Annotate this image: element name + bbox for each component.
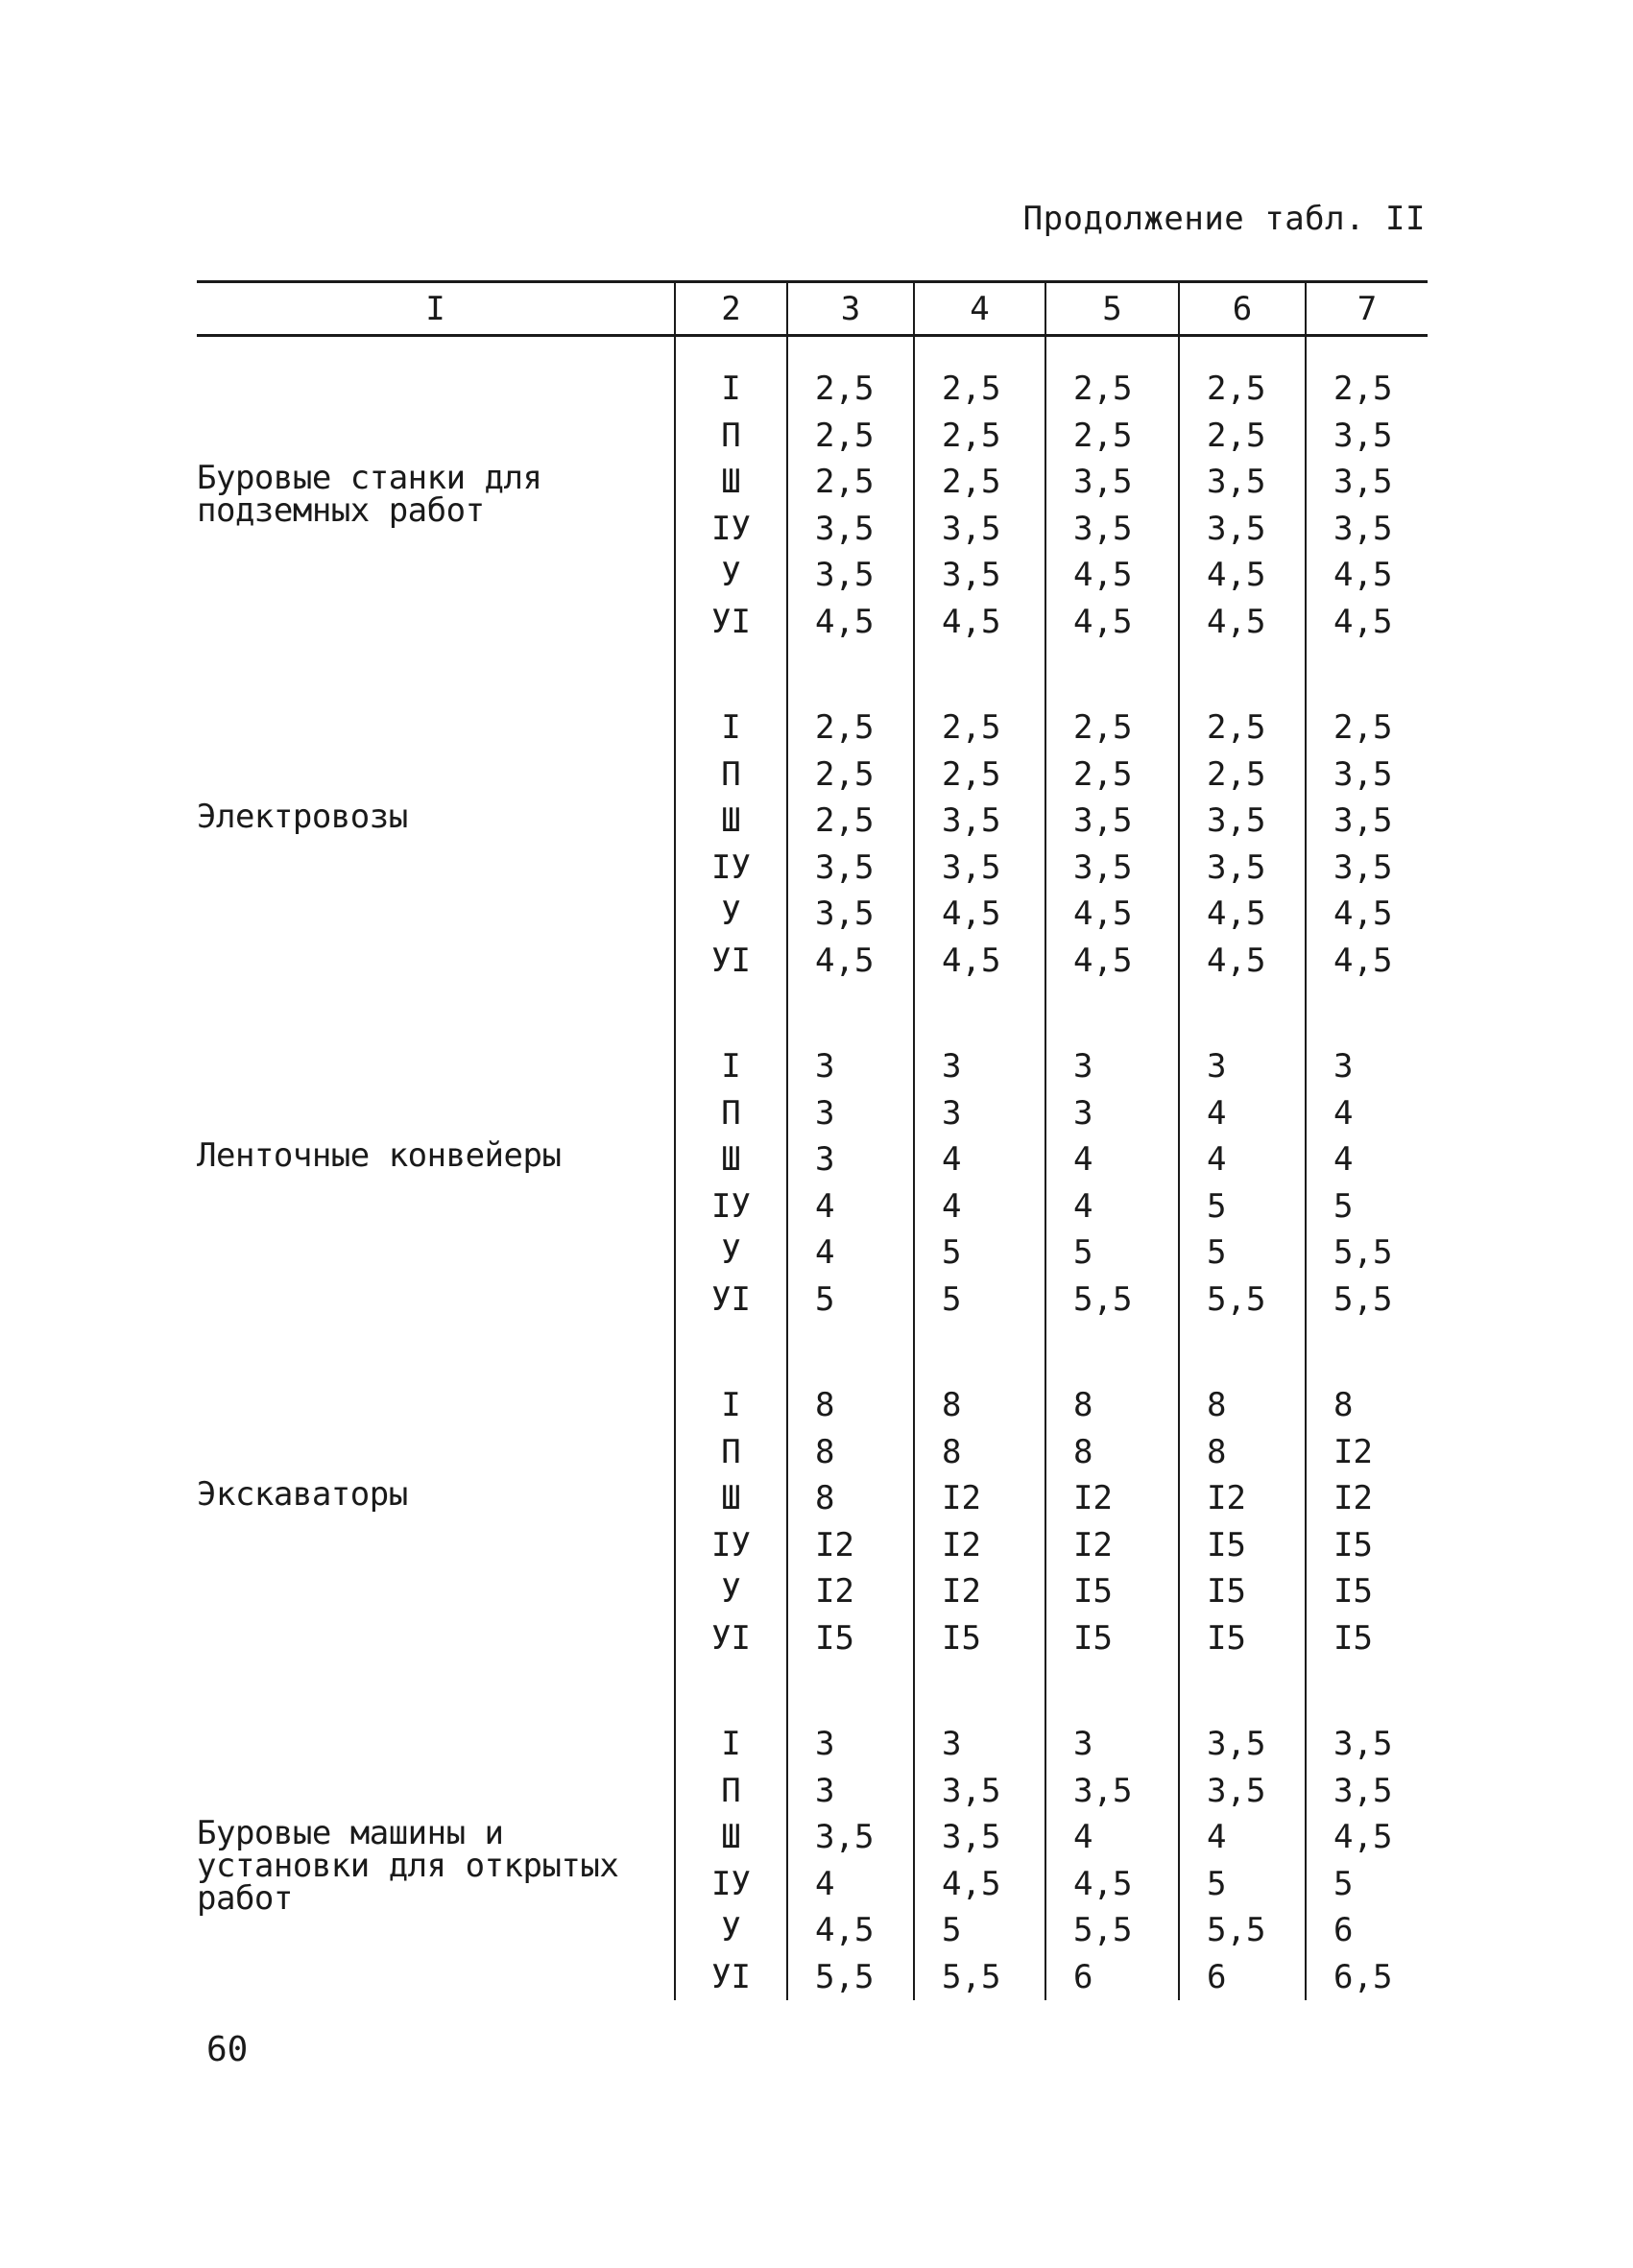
value-cell: 2,5 [1179, 366, 1306, 413]
header-col-3: 3 [787, 282, 914, 336]
value-cell: 3 [914, 1043, 1045, 1090]
table-body [197, 336, 1428, 2001]
spacer-cell [675, 1323, 787, 1382]
value-cell: 3,5 [787, 1814, 914, 1861]
spacer-cell [1045, 984, 1179, 1043]
class-cell: I [675, 366, 787, 413]
spacer-cell [914, 336, 1045, 367]
value-cell: 3,5 [1045, 845, 1179, 892]
value-cell: 2,5 [1179, 704, 1306, 752]
value-cell: 8 [1045, 1382, 1179, 1429]
value-cell: 2,5 [1045, 413, 1179, 460]
value-cell: 4,5 [1179, 599, 1306, 646]
value-cell: 5,5 [914, 1954, 1045, 2001]
spacer-cell [1306, 984, 1428, 1043]
spacer-cell [787, 645, 914, 704]
value-cell: 3 [787, 1721, 914, 1768]
value-cell: I5 [1179, 1522, 1306, 1569]
value-cell: 3 [1045, 1090, 1179, 1137]
spacer-cell [1045, 1323, 1179, 1382]
value-cell: 4 [1306, 1136, 1428, 1183]
value-cell: 3 [1045, 1043, 1179, 1090]
class-cell: IУ [675, 1522, 787, 1569]
value-cell: 3,5 [1306, 506, 1428, 553]
class-cell: П [675, 413, 787, 460]
spacer-cell [675, 645, 787, 704]
table-caption: Продолжение табл. II [1022, 200, 1426, 238]
value-cell: 4,5 [1045, 891, 1179, 938]
class-cell: Ш [675, 1814, 787, 1861]
value-cell: 2,5 [787, 752, 914, 799]
spacer-cell [197, 1661, 675, 1721]
value-cell: 3,5 [1179, 1721, 1306, 1768]
class-cell: УI [675, 1615, 787, 1662]
spacer-cell [1045, 1661, 1179, 1721]
value-cell: 4,5 [1306, 938, 1428, 985]
value-cell: 5,5 [1179, 1277, 1306, 1324]
table-row [197, 704, 1428, 752]
value-cell: 4,5 [787, 938, 914, 985]
category-label: Электровозы [197, 798, 408, 836]
value-cell: I2 [914, 1522, 1045, 1569]
value-cell: 2,5 [787, 413, 914, 460]
value-cell: 4,5 [1306, 599, 1428, 646]
spacer-cell [914, 984, 1045, 1043]
value-cell: 4,5 [1306, 891, 1428, 938]
value-cell: 4,5 [787, 599, 914, 646]
value-cell: I5 [1306, 1568, 1428, 1615]
value-cell: 3,5 [787, 552, 914, 599]
value-cell: 2,5 [1045, 752, 1179, 799]
header-col-4: 4 [914, 282, 1045, 336]
value-cell: I5 [1179, 1568, 1306, 1615]
value-cell: I2 [787, 1568, 914, 1615]
value-cell: 8 [787, 1429, 914, 1476]
spacer-cell [787, 336, 914, 367]
class-cell: П [675, 1429, 787, 1476]
value-cell: 3,5 [1045, 1768, 1179, 1815]
category-cell [197, 1043, 675, 1323]
value-cell: 2,5 [1045, 704, 1179, 752]
value-cell: 4,5 [1179, 552, 1306, 599]
value-cell: 4,5 [1179, 938, 1306, 985]
value-cell: 5 [1306, 1183, 1428, 1230]
value-cell: 3 [1179, 1043, 1306, 1090]
value-cell: 4,5 [914, 938, 1045, 985]
category-label: Экскаваторы [197, 1475, 408, 1514]
spacer-cell [1179, 1661, 1306, 1721]
class-cell: I [675, 1721, 787, 1768]
value-cell: 2,5 [1306, 704, 1428, 752]
value-cell: 3,5 [1179, 1768, 1306, 1815]
value-cell: 4,5 [1179, 891, 1306, 938]
class-cell: У [675, 891, 787, 938]
value-cell: 5,5 [1179, 1907, 1306, 1954]
class-cell: П [675, 752, 787, 799]
class-cell: У [675, 552, 787, 599]
spacer-cell [1306, 336, 1428, 367]
value-cell: 3,5 [1306, 752, 1428, 799]
value-cell: 2,5 [914, 459, 1045, 506]
class-cell: Ш [675, 798, 787, 845]
value-cell: 3,5 [1306, 1721, 1428, 1768]
table-row [197, 1043, 1428, 1090]
class-cell: У [675, 1907, 787, 1954]
value-cell: 3,5 [1306, 798, 1428, 845]
value-cell: 4 [787, 1183, 914, 1230]
value-cell: 8 [1179, 1382, 1306, 1429]
spacer-cell [1306, 645, 1428, 704]
data-table-container [197, 280, 1428, 2000]
value-cell: 4 [914, 1183, 1045, 1230]
value-cell: 4 [1179, 1814, 1306, 1861]
value-cell: 3 [914, 1090, 1045, 1137]
spacer-cell [1179, 984, 1306, 1043]
value-cell: 2,5 [914, 366, 1045, 413]
value-cell: 2,5 [787, 459, 914, 506]
value-cell: 3 [1045, 1721, 1179, 1768]
spacer-cell [675, 336, 787, 367]
value-cell: I5 [787, 1615, 914, 1662]
value-cell: I5 [1306, 1615, 1428, 1662]
value-cell: 2,5 [914, 413, 1045, 460]
category-label: Ленточные конвейеры [197, 1136, 562, 1175]
value-cell: 3,5 [1306, 413, 1428, 460]
class-cell: Ш [675, 1475, 787, 1522]
class-cell: I [675, 1043, 787, 1090]
value-cell: 4,5 [1045, 938, 1179, 985]
value-cell: 5 [914, 1229, 1045, 1277]
value-cell: I2 [914, 1475, 1045, 1522]
value-cell: 2,5 [1306, 366, 1428, 413]
header-col-6: 6 [1179, 282, 1306, 336]
spacer-cell [787, 984, 914, 1043]
value-cell: 2,5 [787, 366, 914, 413]
value-cell: 5 [1179, 1861, 1306, 1908]
value-cell: I2 [1306, 1429, 1428, 1476]
class-cell: Ш [675, 459, 787, 506]
value-cell: 3,5 [787, 891, 914, 938]
class-cell: I [675, 704, 787, 752]
spacer-cell [1306, 1661, 1428, 1721]
value-cell: 4 [1306, 1090, 1428, 1137]
value-cell: I2 [1179, 1475, 1306, 1522]
spacer-cell [1179, 336, 1306, 367]
value-cell: 3,5 [1045, 798, 1179, 845]
class-cell: IУ [675, 845, 787, 892]
spacer-cell [197, 645, 675, 704]
class-cell: I [675, 1382, 787, 1429]
value-cell: 5,5 [1306, 1229, 1428, 1277]
value-cell: 8 [787, 1475, 914, 1522]
spacer-cell [914, 1661, 1045, 1721]
value-cell: 4,5 [1045, 599, 1179, 646]
value-cell: 3,5 [1045, 506, 1179, 553]
spacer-cell [914, 1323, 1045, 1382]
class-cell: У [675, 1229, 787, 1277]
category-cell [197, 1382, 675, 1661]
value-cell: 4 [787, 1861, 914, 1908]
value-cell: 3,5 [1179, 506, 1306, 553]
value-cell: 3 [787, 1043, 914, 1090]
value-cell: 5,5 [1045, 1907, 1179, 1954]
value-cell: 3,5 [1179, 845, 1306, 892]
value-cell: 5 [1306, 1861, 1428, 1908]
value-cell: 5 [1179, 1229, 1306, 1277]
value-cell: 5,5 [1306, 1277, 1428, 1324]
value-cell: 3 [1306, 1043, 1428, 1090]
value-cell: 4 [1179, 1136, 1306, 1183]
value-cell: 2,5 [914, 752, 1045, 799]
class-cell: IУ [675, 1183, 787, 1230]
value-cell: 3,5 [1179, 459, 1306, 506]
value-cell: I2 [1306, 1475, 1428, 1522]
value-cell: 2,5 [1045, 366, 1179, 413]
value-cell: 5,5 [787, 1954, 914, 2001]
value-cell: 5,5 [1045, 1277, 1179, 1324]
value-cell: 8 [914, 1382, 1045, 1429]
value-cell: 2,5 [1179, 752, 1306, 799]
value-cell: 3,5 [787, 845, 914, 892]
value-cell: 4,5 [1045, 1861, 1179, 1908]
value-cell: 3 [787, 1136, 914, 1183]
spacer-cell [914, 645, 1045, 704]
value-cell: 2,5 [1179, 413, 1306, 460]
group-spacer-row [197, 1323, 1428, 1382]
value-cell: I2 [787, 1522, 914, 1569]
header-col-2: 2 [675, 282, 787, 336]
value-cell: I2 [914, 1568, 1045, 1615]
spacer-cell [1045, 645, 1179, 704]
category-cell [197, 366, 675, 645]
table-row [197, 1721, 1428, 1768]
value-cell: 3,5 [1306, 459, 1428, 506]
value-cell: 3,5 [1179, 798, 1306, 845]
group-spacer-row [197, 1661, 1428, 1721]
value-cell: 3,5 [914, 1768, 1045, 1815]
spacer-cell [1306, 1323, 1428, 1382]
class-cell: УI [675, 938, 787, 985]
value-cell: I5 [1045, 1568, 1179, 1615]
value-cell: 5 [787, 1277, 914, 1324]
spacer-cell [787, 1661, 914, 1721]
value-cell: 4,5 [1306, 552, 1428, 599]
value-cell: 6 [1179, 1954, 1306, 2001]
value-cell: 3,5 [1045, 459, 1179, 506]
value-cell: 8 [787, 1382, 914, 1429]
group-spacer-row [197, 984, 1428, 1043]
class-cell: У [675, 1568, 787, 1615]
value-cell: I2 [1045, 1522, 1179, 1569]
header-row [197, 282, 1428, 336]
spacer-cell [1179, 645, 1306, 704]
group-spacer-row [197, 645, 1428, 704]
spacer-cell [787, 1323, 914, 1382]
value-cell: 8 [1179, 1429, 1306, 1476]
class-cell: УI [675, 1954, 787, 2001]
value-cell: 3,5 [914, 506, 1045, 553]
value-cell: 6,5 [1306, 1954, 1428, 2001]
value-cell: 3,5 [914, 845, 1045, 892]
value-cell: 4 [914, 1136, 1045, 1183]
data-table [197, 280, 1428, 2000]
value-cell: I5 [1179, 1615, 1306, 1662]
class-cell: УI [675, 599, 787, 646]
value-cell: I5 [914, 1615, 1045, 1662]
value-cell: 8 [1045, 1429, 1179, 1476]
class-cell: П [675, 1768, 787, 1815]
class-cell: IУ [675, 1861, 787, 1908]
value-cell: 3 [914, 1721, 1045, 1768]
value-cell: I2 [1045, 1475, 1179, 1522]
value-cell: 5 [1179, 1183, 1306, 1230]
value-cell: 6 [1045, 1954, 1179, 2001]
value-cell: 3 [787, 1090, 914, 1137]
class-cell: IУ [675, 506, 787, 553]
value-cell: 4,5 [1306, 1814, 1428, 1861]
value-cell: 2,5 [787, 798, 914, 845]
value-cell: 4 [1179, 1090, 1306, 1137]
group-spacer-row [197, 336, 1428, 367]
category-label: Буровые машины и установки для открытых работ [197, 1814, 619, 1918]
value-cell: 4 [1045, 1136, 1179, 1183]
value-cell: 4,5 [914, 891, 1045, 938]
category-cell [197, 704, 675, 984]
value-cell: 3,5 [914, 552, 1045, 599]
value-cell: 3,5 [1306, 845, 1428, 892]
value-cell: 3,5 [787, 506, 914, 553]
header-col-7: 7 [1306, 282, 1428, 336]
page-number: 60 [206, 2030, 249, 2069]
table-row [197, 366, 1428, 413]
value-cell: 4 [787, 1229, 914, 1277]
value-cell: 5 [914, 1907, 1045, 1954]
value-cell: 8 [914, 1429, 1045, 1476]
value-cell: 2,5 [914, 704, 1045, 752]
value-cell: 3,5 [1306, 1768, 1428, 1815]
spacer-cell [675, 1661, 787, 1721]
spacer-cell [197, 1323, 675, 1382]
value-cell: I5 [1306, 1522, 1428, 1569]
value-cell: 2,5 [787, 704, 914, 752]
class-cell: Ш [675, 1136, 787, 1183]
spacer-cell [675, 984, 787, 1043]
table-row [197, 1382, 1428, 1429]
spacer-cell [1045, 336, 1179, 367]
value-cell: 5 [1045, 1229, 1179, 1277]
value-cell: I5 [1045, 1615, 1179, 1662]
value-cell: 4 [1045, 1183, 1179, 1230]
spacer-cell [197, 984, 675, 1043]
value-cell: 4,5 [914, 599, 1045, 646]
value-cell: 4,5 [914, 1861, 1045, 1908]
spacer-cell [1179, 1323, 1306, 1382]
class-cell: УI [675, 1277, 787, 1324]
value-cell: 5 [914, 1277, 1045, 1324]
value-cell: 6 [1306, 1907, 1428, 1954]
class-cell: П [675, 1090, 787, 1137]
value-cell: 8 [1306, 1382, 1428, 1429]
value-cell: 4,5 [1045, 552, 1179, 599]
value-cell: 3,5 [914, 798, 1045, 845]
value-cell: 4 [1045, 1814, 1179, 1861]
header-col-5: 5 [1045, 282, 1179, 336]
value-cell: 4,5 [787, 1907, 914, 1954]
category-cell [197, 1721, 675, 2000]
category-label: Буровые станки для подземных работ [197, 459, 542, 530]
spacer-cell [197, 336, 675, 367]
value-cell: 3 [787, 1768, 914, 1815]
header-col-1: I [197, 282, 675, 336]
value-cell: 3,5 [914, 1814, 1045, 1861]
